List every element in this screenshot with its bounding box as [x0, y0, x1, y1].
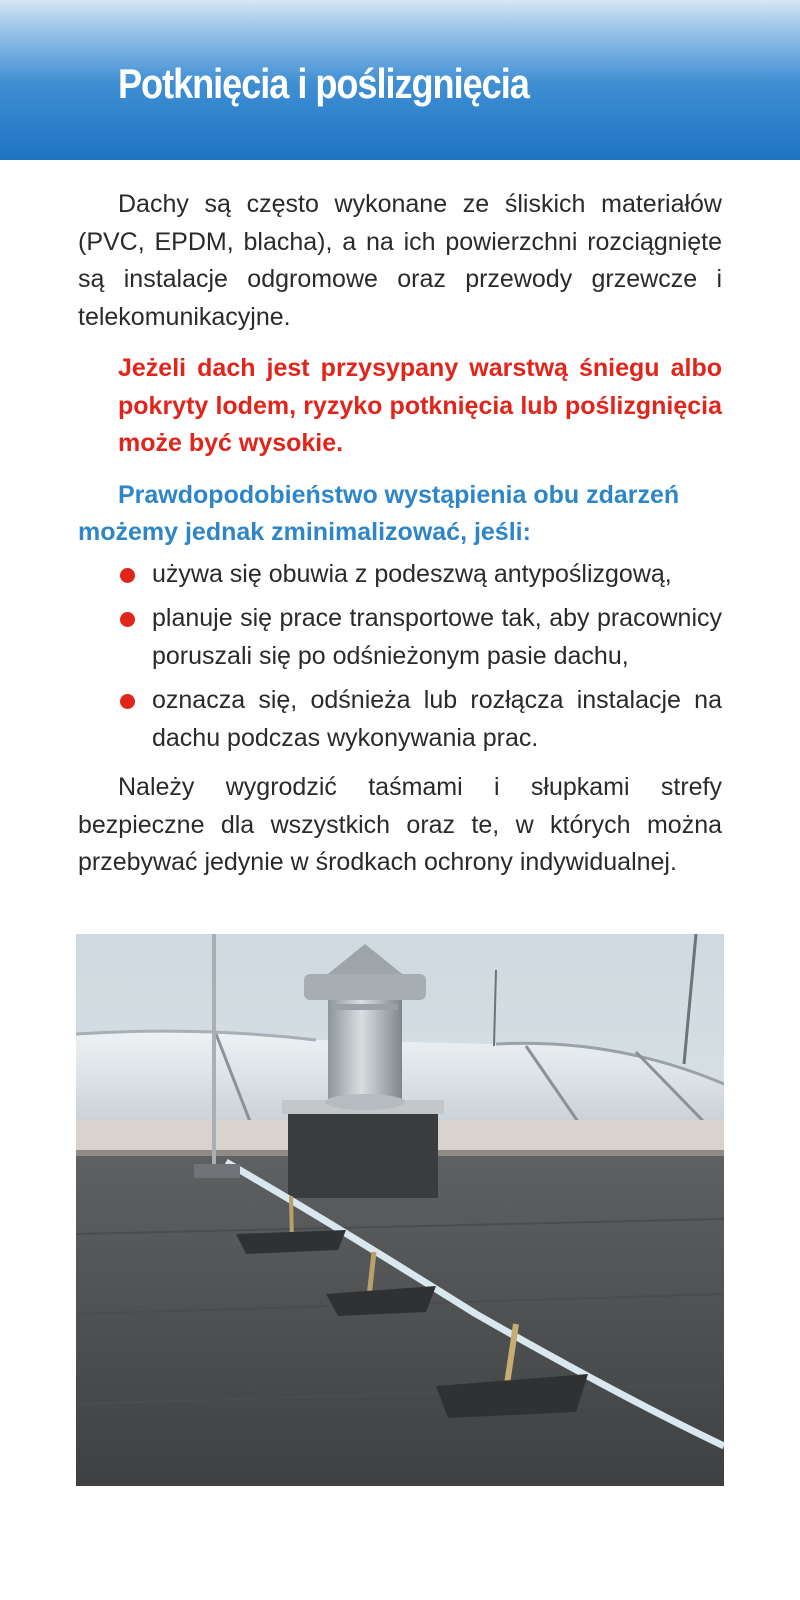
list-item — [78, 556, 722, 594]
prevention-intro: Prawdopodobieństwo wystąpienia obu zdarzeń możemy jednak zminimalizować, jeśli: — [78, 480, 680, 546]
bullet-dot-icon — [120, 568, 135, 583]
main-content — [78, 186, 722, 882]
prevention-list — [78, 556, 722, 758]
page-title: Potknięcia i poślizgnięcia — [118, 60, 529, 107]
list-item-text: oznacza się, odśnieża lub rozłącza instalacje na dachu podczas wykonywania prac. — [152, 686, 722, 752]
list-item — [78, 600, 722, 675]
bullet-dot-icon — [120, 612, 135, 627]
page-header — [0, 0, 800, 160]
warning-text: Jeżeli dach jest przysypany warstwą śniegu albo pokryty lodem, ryzyko potknięcia lub poślizgnięcia może być wysokie. — [118, 354, 722, 457]
list-item-text: używa się obuwia z podeszwą antypoślizgową, — [152, 559, 672, 588]
closing-paragraph: Należy wygrodzić taśmami i słupkami strefy bezpieczne dla wszystkich oraz te, w których można przebywać jedynie w środkach ochrony indywidualnej. — [78, 773, 722, 876]
list-item — [78, 682, 722, 757]
list-item-text: planuje się prace transportowe tak, aby pracownicy poruszali się po odśnieżonym pasie dachu, — [152, 604, 722, 670]
bullet-dot-icon — [120, 694, 135, 709]
roof-photo — [76, 934, 724, 1486]
intro-paragraph: Dachy są często wykonane ze śliskich materiałów (PVC, EPDM, blacha), a na ich powierzchni rozciągnięte są instalacje odgromowe oraz przewody grzewcze i telekomunikacyjne. — [78, 190, 722, 331]
